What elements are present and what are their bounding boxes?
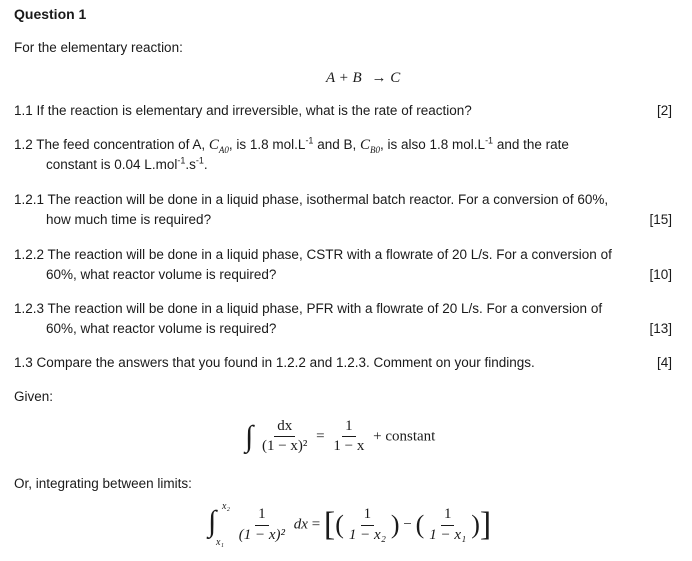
formula1-rhs-fraction [330,418,367,456]
marks-1-3: [4] [656,355,672,370]
cb0-symbol [360,137,380,153]
formula-definite-integral [208,501,492,548]
formula2-equals: = [311,516,321,533]
question-1-2-1-line1: 1.2.1 The reaction will be done in a liquid phase, isothermal batch reactor. For a conversion of 60%, [14,192,609,207]
q12-pre: 1.2 The feed concentration of A, [14,137,209,152]
question-1-3: 1.3 Compare the answers that you found in 1.2.2 and 1.2.3. Comment on your findings. [14,355,535,370]
reaction-lhs: A + B [326,70,362,86]
formula2-denominator: (1 − x)² [238,526,286,543]
lower-limit: x₁ [216,537,224,548]
term1-denominator: 1 − x₂ [348,526,386,543]
q12-line2-mid: .s [185,157,196,172]
formula1-rhs-numerator: 1 [342,418,356,437]
intro-text: For the elementary reaction: [14,40,183,55]
formula-indefinite-integral [245,418,435,456]
formula1-fraction [259,418,310,456]
unit-sup-4: -1 [195,155,204,166]
reaction-equation [326,70,400,87]
question-1-2-line2 [46,157,208,172]
definite-integral-sign: ∫ [208,505,217,538]
formula1-numerator: dx [274,418,295,437]
q12-mid3: , is also 1.8 mol.L [380,137,486,152]
q12-mid4: and the rate [493,137,569,152]
formula1-rhs-denominator: 1 − x [333,438,365,455]
q12-line2-pre: constant is 0.04 L.mol [46,157,178,172]
question-1-2-1-line2: how much time is required? [46,212,212,227]
q12-mid2: and B, [313,137,360,152]
question-1-1: 1.1 If the reaction is elementary and irreversible, what is the rate of reaction? [14,103,472,118]
ca0-symbol [209,137,229,153]
formula2-fraction [236,506,288,544]
term2-numerator: 1 [441,506,455,525]
term2-fraction [426,506,469,544]
paren-close-2: ) [471,510,480,539]
integral-sign: ∫ [245,419,254,453]
marks-1-2-1: [15] [649,212,672,227]
formula2-numerator: 1 [255,506,269,525]
question-1-2-2-line2: 60%, what reactor volume is required? [46,267,277,282]
paren-open-1: ( [335,510,344,539]
formula1-constant: + constant [373,428,436,445]
formula1-denominator: (1 − x)² [261,438,308,455]
marks-1-2-2: [10] [649,267,672,282]
q12-mid1: , is 1.8 mol.L [228,137,306,152]
paren-open-2: ( [415,510,425,539]
formula2-minus: − [403,516,412,533]
ca0-sub: A0 [218,145,229,155]
term1-numerator: 1 [361,506,375,525]
unit-sup-3: -1 [177,155,186,166]
unit-sup-2: -1 [485,135,494,146]
marks-1-1: [2] [656,103,672,118]
marks-1-2-3: [13] [649,321,672,336]
upper-limit: x₂ [222,501,230,512]
question-title: Question 1 [14,6,87,22]
paren-close-1: ) [390,510,400,539]
formula2-dx: dx [293,516,308,533]
ca0-main: C [208,137,219,153]
question-1-2-line1 [14,137,569,154]
reaction-rhs: C [390,70,401,86]
term2-denominator: 1 − x₁ [429,526,467,543]
reaction-arrow: → [371,70,387,86]
open-bracket: [ [323,506,336,543]
term1-fraction [346,506,389,544]
cb0-main: C [360,137,371,153]
question-1-2-3-line2: 60%, what reactor volume is required? [46,321,277,336]
unit-sup-1: -1 [305,135,314,146]
formula1-equals: = [316,428,325,445]
limits-label: Or, integrating between limits: [14,476,192,491]
question-1-2-3-line1: 1.2.3 The reaction will be done in a liquid phase, PFR with a flowrate of 20 L/s. For a conversion of [14,301,603,316]
question-1-2-2-line1: 1.2.2 The reaction will be done in a liquid phase, CSTR with a flowrate of 20 L/s. For a conversion of [14,247,612,262]
q12-line2-post: . [203,157,208,172]
close-bracket: ] [479,506,492,543]
cb0-sub: B0 [370,145,381,155]
given-label: Given: [14,389,54,404]
